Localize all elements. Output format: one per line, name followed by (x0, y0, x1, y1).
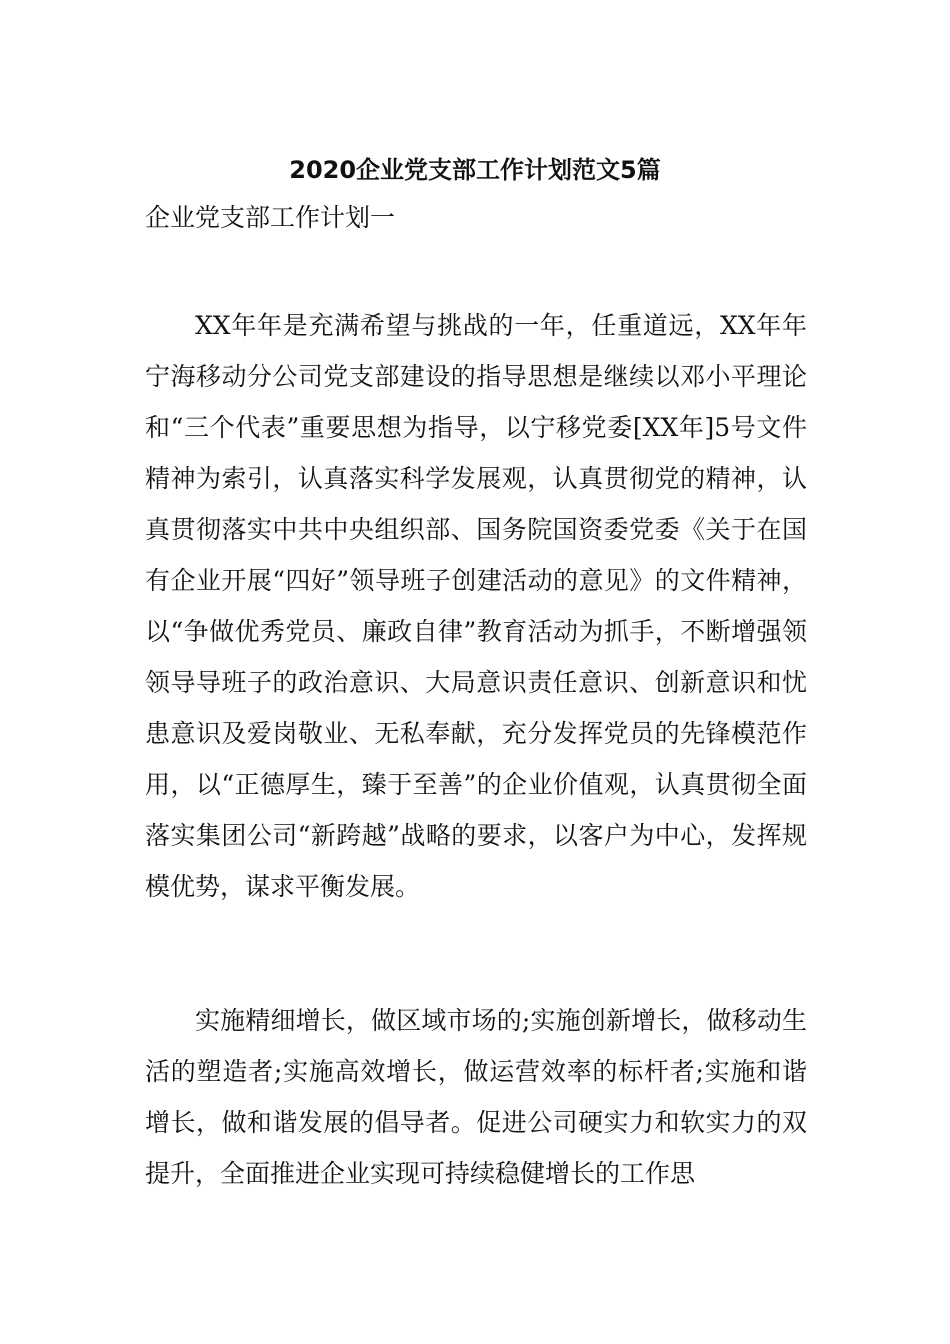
document-title: 2020企业党支部工作计划范文5篇 (289, 156, 661, 184)
section-heading: 企业党支部工作计划一 (145, 203, 396, 232)
body-paragraph-2: 实施精细增长，做区域市场的;实施创新增长，做移动生活的塑造者;实施高效增长，做运营效率的标杆者;实施和谐增长，做和谐发展的倡导者。促进公司硬实力和软实力的双提升，全面推进企业实现可持续稳健增长的工作思 (145, 1006, 807, 1188)
body-paragraph-1: XX年年是充满希望与挑战的一年，任重道远，XX年年宁海移动分公司党支部建设的指导思想是继续以邓小平理论和“三个代表”重要思想为指导，以宁移党委[XX年]5号文件精神为索引，认真落实科学发展观，认真贯彻党的精神，认真贯彻落实中共中央组织部、国务院国资委党委《关于在国有企业开展“四好”领导班子创建活动的意见》的文件精神，以“争做优秀党员、廉政自律”教育活动为抓手，不断增强领领导导班子的政治意识、大局意识责任意识、创新意识和忧患意识及爱岗敬业、无私奉献，充分发挥党员的先锋模范作用，以“正德厚生，臻于至善”的企业价值观，认真贯彻全面落实集团公司“新跨越”战略的要求，以客户为中心，发挥规模优势，谋求平衡发展。 (145, 311, 807, 901)
